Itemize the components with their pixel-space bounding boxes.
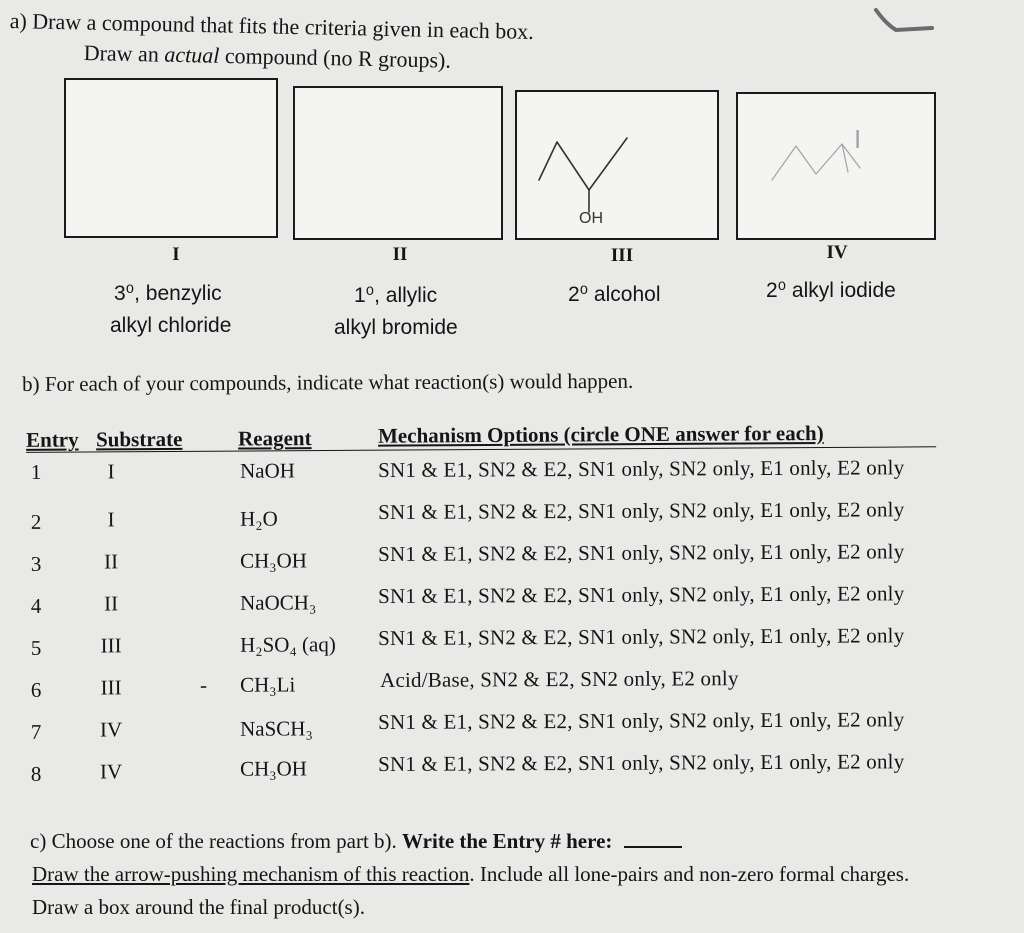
row-substrate: III bbox=[100, 633, 122, 658]
box-label-3: III bbox=[610, 245, 634, 266]
box-label-4: IV bbox=[826, 242, 848, 263]
row-entry: 8 bbox=[30, 761, 42, 786]
row-substrate: I bbox=[107, 459, 115, 484]
oh-label: OH bbox=[579, 210, 603, 227]
part-a-line2-pre: Draw an bbox=[83, 40, 165, 67]
part-c-instruction-underlined: Draw the arrow-pushing mechanism of this reaction bbox=[32, 862, 470, 886]
table-row bbox=[0, 497, 1024, 542]
answer-box-4[interactable] bbox=[736, 92, 936, 240]
part-a-line1: a) Draw a compound that fits the criteria given in each box. bbox=[9, 8, 535, 44]
part-c-line2 bbox=[32, 862, 909, 887]
answer-box-2[interactable] bbox=[293, 86, 503, 240]
header-substrate: Substrate bbox=[96, 426, 183, 452]
table-row bbox=[0, 749, 1024, 794]
box-label-2: II bbox=[392, 244, 408, 265]
header-reagent: Reagent bbox=[238, 426, 312, 451]
answer-box-1[interactable] bbox=[64, 78, 278, 238]
row-reagent: CH₃OH bbox=[240, 756, 307, 781]
row-mechanism-options[interactable]: SN1 & E1, SN2 & E2, SN1 only, SN2 only, E1 only, E2 only bbox=[377, 497, 905, 525]
table-row bbox=[0, 539, 1024, 584]
part-a-line2-post: compound (no R groups). bbox=[219, 42, 452, 73]
part-c-line1 bbox=[30, 828, 682, 854]
table-row bbox=[0, 707, 1024, 752]
part-a-line2-emphasis: actual bbox=[164, 41, 220, 68]
row-mechanism-options[interactable]: SN1 & E1, SN2 & E2, SN1 only, SN2 only, E1 only, E2 only bbox=[377, 749, 905, 777]
row-mechanism-options[interactable]: Acid/Base, SN2 & E2, SN2 only, E2 only bbox=[379, 666, 739, 693]
row-substrate: IV bbox=[99, 717, 123, 742]
row-substrate: IV bbox=[99, 759, 123, 784]
criteria-4-line1: 2⁰ alkyl iodide bbox=[766, 279, 896, 302]
part-c-instruction-rest: . Include all lone-pairs and non-zero formal charges. bbox=[469, 862, 910, 886]
table-header bbox=[0, 420, 1024, 456]
row-entry: 2 bbox=[30, 509, 42, 534]
row-entry: 7 bbox=[30, 719, 42, 744]
row-mechanism-options[interactable]: SN1 & E1, SN2 & E2, SN1 only, SN2 only, E1 only, E2 only bbox=[377, 623, 905, 651]
row-entry: 6 bbox=[30, 677, 42, 702]
criteria-2-line2: alkyl bromide bbox=[334, 316, 458, 339]
part-c-intro: c) Choose one of the reactions from part b). bbox=[30, 829, 403, 853]
faint-iodide-drawing bbox=[738, 94, 934, 238]
part-a-line2 bbox=[83, 40, 451, 74]
table-row bbox=[0, 623, 1024, 668]
row-reagent: NaOH bbox=[239, 458, 295, 483]
criteria-1-line2: alkyl chloride bbox=[110, 314, 232, 337]
row-reagent: NaSCH₃ bbox=[240, 716, 313, 741]
row-substrate: II bbox=[104, 549, 119, 574]
row-pencil-mark: - bbox=[200, 672, 208, 697]
part-c-line3: Draw a box around the final product(s). bbox=[32, 895, 365, 919]
row-substrate: III bbox=[100, 675, 122, 700]
entry-number-blank[interactable] bbox=[624, 828, 682, 848]
row-substrate: I bbox=[107, 507, 115, 532]
table-row bbox=[0, 665, 1024, 710]
part-b-intro: b) For each of your compounds, indicate what reaction(s) would happen. bbox=[22, 368, 634, 396]
row-entry: 1 bbox=[30, 459, 42, 484]
criteria-2-line1: 1⁰, allylic bbox=[354, 284, 438, 307]
table-row bbox=[0, 581, 1024, 626]
box-label-1: I bbox=[172, 244, 180, 265]
row-entry: 3 bbox=[30, 551, 42, 576]
row-reagent: H₂O bbox=[240, 506, 278, 531]
check-mark-scribble bbox=[870, 6, 940, 36]
row-entry: 5 bbox=[30, 635, 42, 660]
row-mechanism-options[interactable]: SN1 & E1, SN2 & E2, SN1 only, SN2 only, E1 only, E2 only bbox=[377, 455, 905, 483]
part-c-entry-prompt: Write the Entry # here: bbox=[402, 829, 613, 853]
row-mechanism-options[interactable]: SN1 & E1, SN2 & E2, SN1 only, SN2 only, E1 only, E2 only bbox=[377, 581, 905, 609]
row-reagent: H₂SO₄ (aq) bbox=[240, 632, 336, 657]
row-reagent: NaOCH₃ bbox=[240, 590, 317, 615]
criteria-3-line1: 2⁰ alcohol bbox=[568, 283, 661, 306]
row-substrate: II bbox=[104, 591, 119, 616]
secondary-alcohol-drawing bbox=[517, 92, 717, 238]
row-mechanism-options[interactable]: SN1 & E1, SN2 & E2, SN1 only, SN2 only, E1 only, E2 only bbox=[377, 707, 905, 735]
row-entry: 4 bbox=[30, 593, 42, 618]
row-reagent: CH₃Li bbox=[240, 672, 296, 697]
answer-box-3[interactable] bbox=[515, 90, 719, 240]
header-mechanism: Mechanism Options (circle ONE answer for each) bbox=[377, 420, 824, 448]
header-entry: Entry bbox=[26, 427, 79, 452]
iodine-label: I bbox=[854, 124, 862, 154]
criteria-1-line1: 3⁰, benzylic bbox=[114, 282, 222, 305]
row-mechanism-options[interactable]: SN1 & E1, SN2 & E2, SN1 only, SN2 only, E1 only, E2 only bbox=[377, 539, 905, 567]
row-reagent: CH₃OH bbox=[240, 548, 307, 573]
table-row bbox=[0, 455, 1024, 500]
